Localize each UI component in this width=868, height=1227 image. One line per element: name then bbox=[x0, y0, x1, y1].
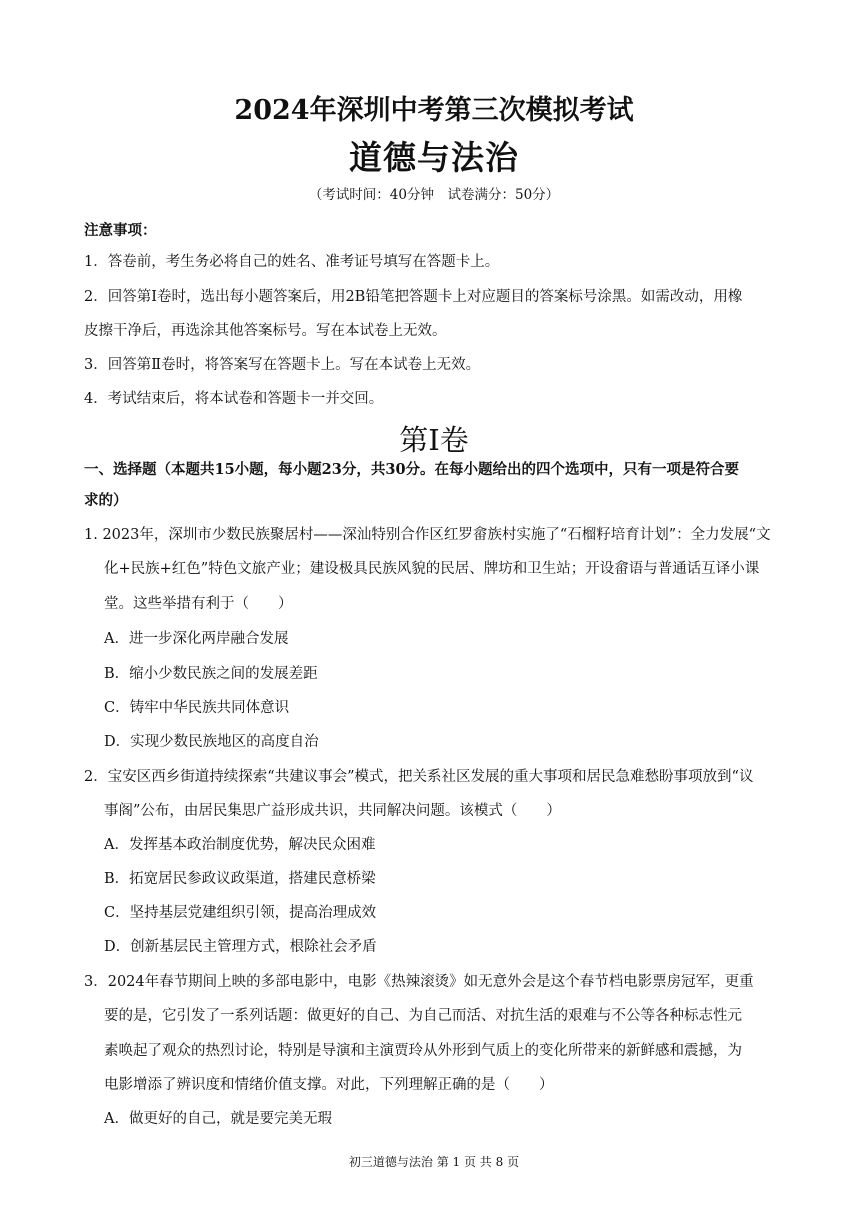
question-3-stem: 3．2024年春节期间上映的多部电影中，电影《热辣滚烫》如无意外会是这个春节档电影票房冠军，更重 bbox=[84, 974, 754, 990]
notice-item: 2．回答第Ⅰ卷时，选出每小题答案后，用2B铅笔把答题卡上对应题目的答案标号涂黑。如需改动，用橡 bbox=[84, 289, 743, 305]
question-1-option-d: D．实现少数民族地区的高度自治 bbox=[104, 734, 319, 750]
subject-title: 道德与法治 bbox=[349, 138, 519, 177]
section-heading: 一、选择题（本题共15小题，每小题23分，共30分。在每小题给出的四个选项中，只有一项是符合要 bbox=[84, 461, 740, 478]
exam-info: （考试时间：40分钟 试卷满分：50分） bbox=[308, 187, 560, 203]
question-2-option-c: C．坚持基层党建组织引领，提高治理成效 bbox=[104, 905, 377, 921]
question-2-stem: 事阁”公布，由居民集思广益形成共识，共同解决问题。该模式（ ） bbox=[104, 803, 561, 819]
section-heading-cont: 求的） bbox=[84, 492, 128, 509]
question-1-option-b: B．缩小少数民族之间的发展差距 bbox=[104, 666, 318, 682]
exam-title: 2024年深圳中考第三次模拟考试 bbox=[234, 95, 634, 126]
notice-item: 4．考试结束后，将本试卷和答题卡一并交回。 bbox=[84, 391, 384, 407]
notice-item: 皮擦干净后，再选涂其他答案标号。写在本试卷上无效。 bbox=[84, 323, 447, 339]
question-3-stem: 电影增添了辨识度和情绪价值支撑。对此，下列理解正确的是（ ） bbox=[104, 1077, 554, 1093]
question-2-option-b: B．拓宽居民参政议政渠道，搭建民意桥梁 bbox=[104, 871, 376, 887]
page-footer: 初三道德与法治 第 1 页 共 8 页 bbox=[348, 1155, 520, 1169]
question-3-option-a: A．做更好的自己，就是要完美无瑕 bbox=[104, 1111, 332, 1127]
question-3-stem: 要的是，它引发了一系列话题：做更好的自己、为自己而活、对抗生活的艰难与不公等各种标志性元 bbox=[104, 1008, 742, 1024]
question-2-stem: 2．宝安区西乡街道持续探索“共建议事会”模式，把关系社区发展的重大事项和居民急难愁盼事项放到“议 bbox=[84, 769, 754, 785]
notice-item: 3．回答第Ⅱ卷时，将答案写在答题卡上。写在本试卷上无效。 bbox=[84, 357, 481, 373]
question-2-option-d: D．创新基层民主管理方式，根除社会矛盾 bbox=[104, 939, 377, 955]
question-1-stem: 堂。这些举措有利于（ ） bbox=[104, 596, 293, 612]
question-3-stem: 素唤起了观众的热烈讨论，特别是导演和主演贾玲从外形到气质上的变化所带来的新鲜感和震撼，为 bbox=[104, 1043, 742, 1059]
question-1-option-a: A．进一步深化两岸融合发展 bbox=[104, 631, 289, 647]
question-2-option-a: A．发挥基本政治制度优势，解决民众困难 bbox=[104, 837, 376, 853]
question-1-option-c: C．铸牢中华民族共同体意识 bbox=[104, 700, 290, 716]
question-1-stem: 化+民族+红色”特色文旅产业；建设极具民族风貌的民居、牌坊和卫生站；开设畲语与普通话互译小课 bbox=[104, 561, 760, 577]
volume-title: 第Ⅰ卷 bbox=[399, 423, 469, 457]
notice-heading: 注意事项： bbox=[84, 222, 157, 239]
notice-item: 1．答卷前，考生务必将自己的姓名、准考证号填写在答题卡上。 bbox=[84, 254, 500, 270]
question-1-stem: 1. 2023年，深圳市少数民族聚居村——深汕特别合作区红罗畲族村实施了“石榴籽培育计划”：全力发展“文 bbox=[84, 527, 771, 543]
